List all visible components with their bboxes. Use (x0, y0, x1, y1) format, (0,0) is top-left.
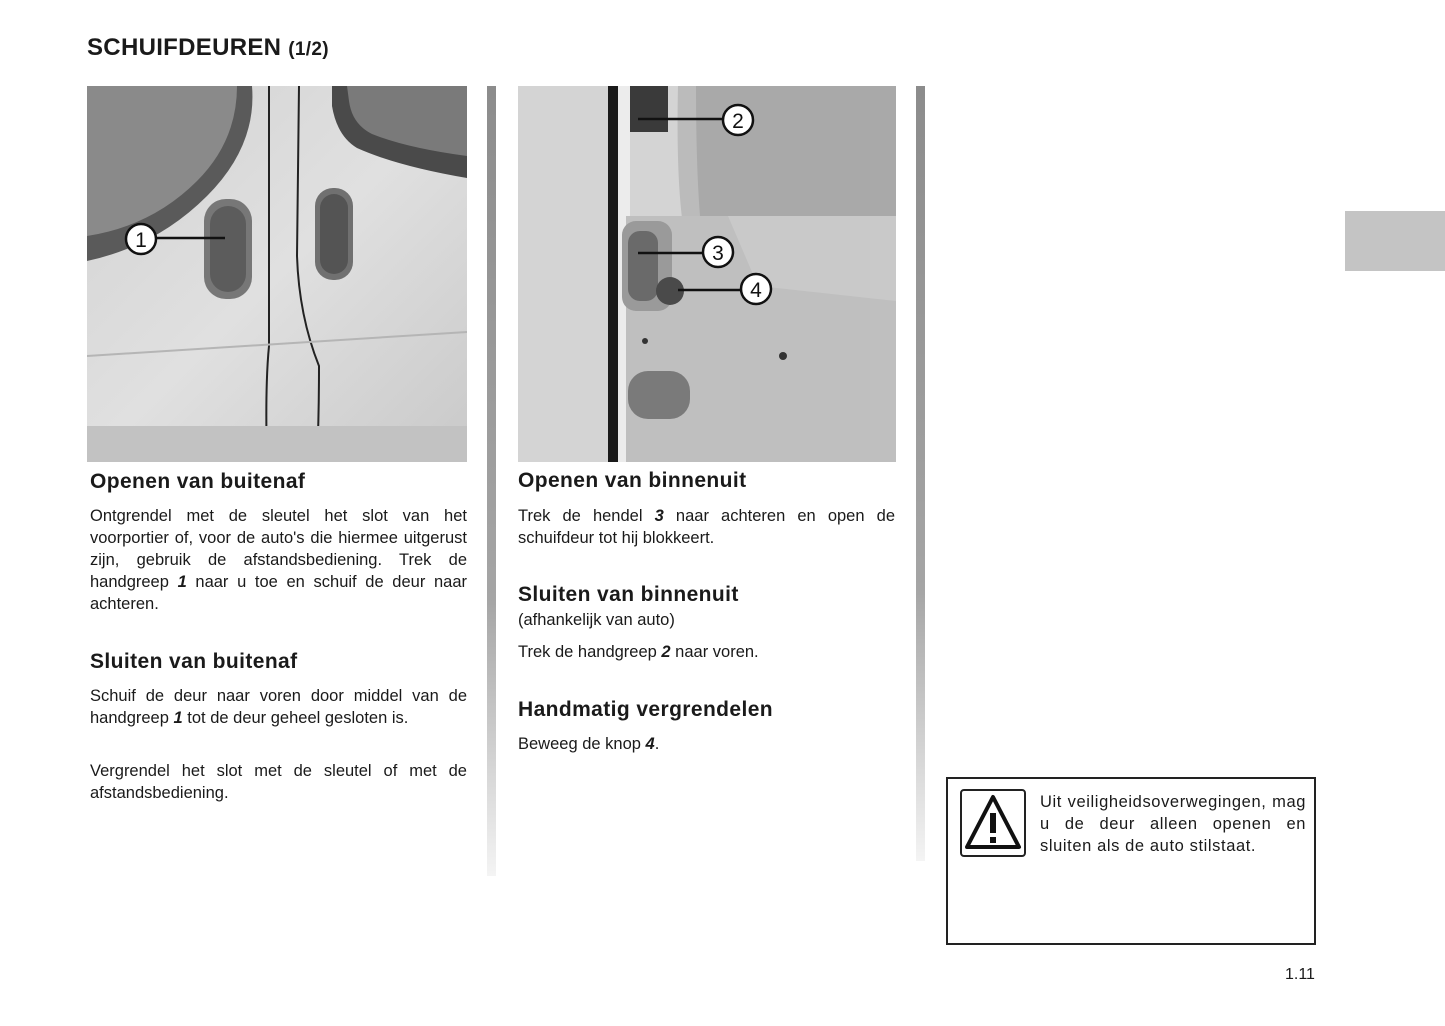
text-close-inside-b: naar voren. (670, 643, 759, 661)
safety-warning-text: Uit veiligheidsoverwegingen, mag u de deur alleen openen en sluiten als de auto stilstaat. (1040, 793, 1306, 855)
warning-triangle-icon (960, 789, 1026, 857)
safety-warning-box (946, 777, 1316, 945)
page-title-main: SCHUIFDEUREN (87, 34, 282, 61)
text-open-outside (90, 505, 467, 615)
column-divider-2 (916, 86, 925, 861)
interior-door-photo (518, 86, 896, 462)
page-title-part: (1/2) (288, 39, 329, 60)
text-close-inside-a: Trek de handgreep (518, 643, 662, 661)
ref-handle-1b: 1 (173, 709, 183, 727)
heading-open-inside: Openen van binnenuit (518, 469, 747, 492)
text-open-outside-b: naar u toe en schuif de deur naar achteren. (90, 573, 467, 613)
page-number: 1.11 (1285, 966, 1315, 983)
exterior-door-illustration (87, 86, 467, 462)
ref-knob-4: 4 (645, 735, 655, 753)
text-manual-lock-b: . (654, 735, 660, 753)
callout-1-label: 1 (135, 229, 147, 252)
text-manual-lock (518, 733, 895, 755)
column-divider-1 (487, 86, 496, 876)
callout-2-label: 2 (732, 110, 744, 133)
text-manual-lock-a: Beweeg de knop (518, 735, 646, 753)
heading-manual-lock: Handmatig vergrendelen (518, 698, 774, 721)
heading-close-outside: Sluiten van buitenaf (90, 650, 298, 673)
chapter-tab (1345, 211, 1445, 271)
text-open-inside (518, 505, 895, 549)
heading-open-outside: Openen van buitenaf (90, 470, 306, 493)
text-open-outside-a: Ontgrendel met de sleutel het slot van het voorportier of, voor de auto's die hiermee uitgerust zijn, gebruik de afstandsbediening. Trek de handgreep (90, 507, 467, 591)
text-open-inside-a: Trek de hendel (518, 507, 655, 525)
callout-4-label: 4 (750, 279, 762, 302)
ref-handle-1: 1 (177, 573, 187, 591)
exterior-door-photo (87, 86, 467, 462)
ref-lever-3: 3 (654, 507, 664, 525)
heading-close-inside: Sluiten van binnenuit (518, 583, 739, 606)
text-close-outside-2: Vergrendel het slot met de sleutel of met de afstandsbediening. (90, 762, 467, 802)
ref-handle-2: 2 (661, 643, 671, 661)
text-close-outside-1 (90, 685, 467, 729)
page-title (87, 34, 329, 62)
callout-3-label: 3 (712, 242, 724, 265)
interior-door-illustration (518, 86, 896, 462)
text-close-inside (518, 641, 895, 663)
subnote-close-inside: (afhankelijk van auto) (518, 611, 675, 629)
text-close-outside-a: Schuif de deur naar voren door middel van de handgreep (90, 687, 467, 727)
text-close-outside-b: tot de deur geheel gesloten is. (182, 709, 409, 727)
text-open-inside-b: naar achteren en open de schuifdeur tot hij blokkeert. (518, 507, 895, 547)
